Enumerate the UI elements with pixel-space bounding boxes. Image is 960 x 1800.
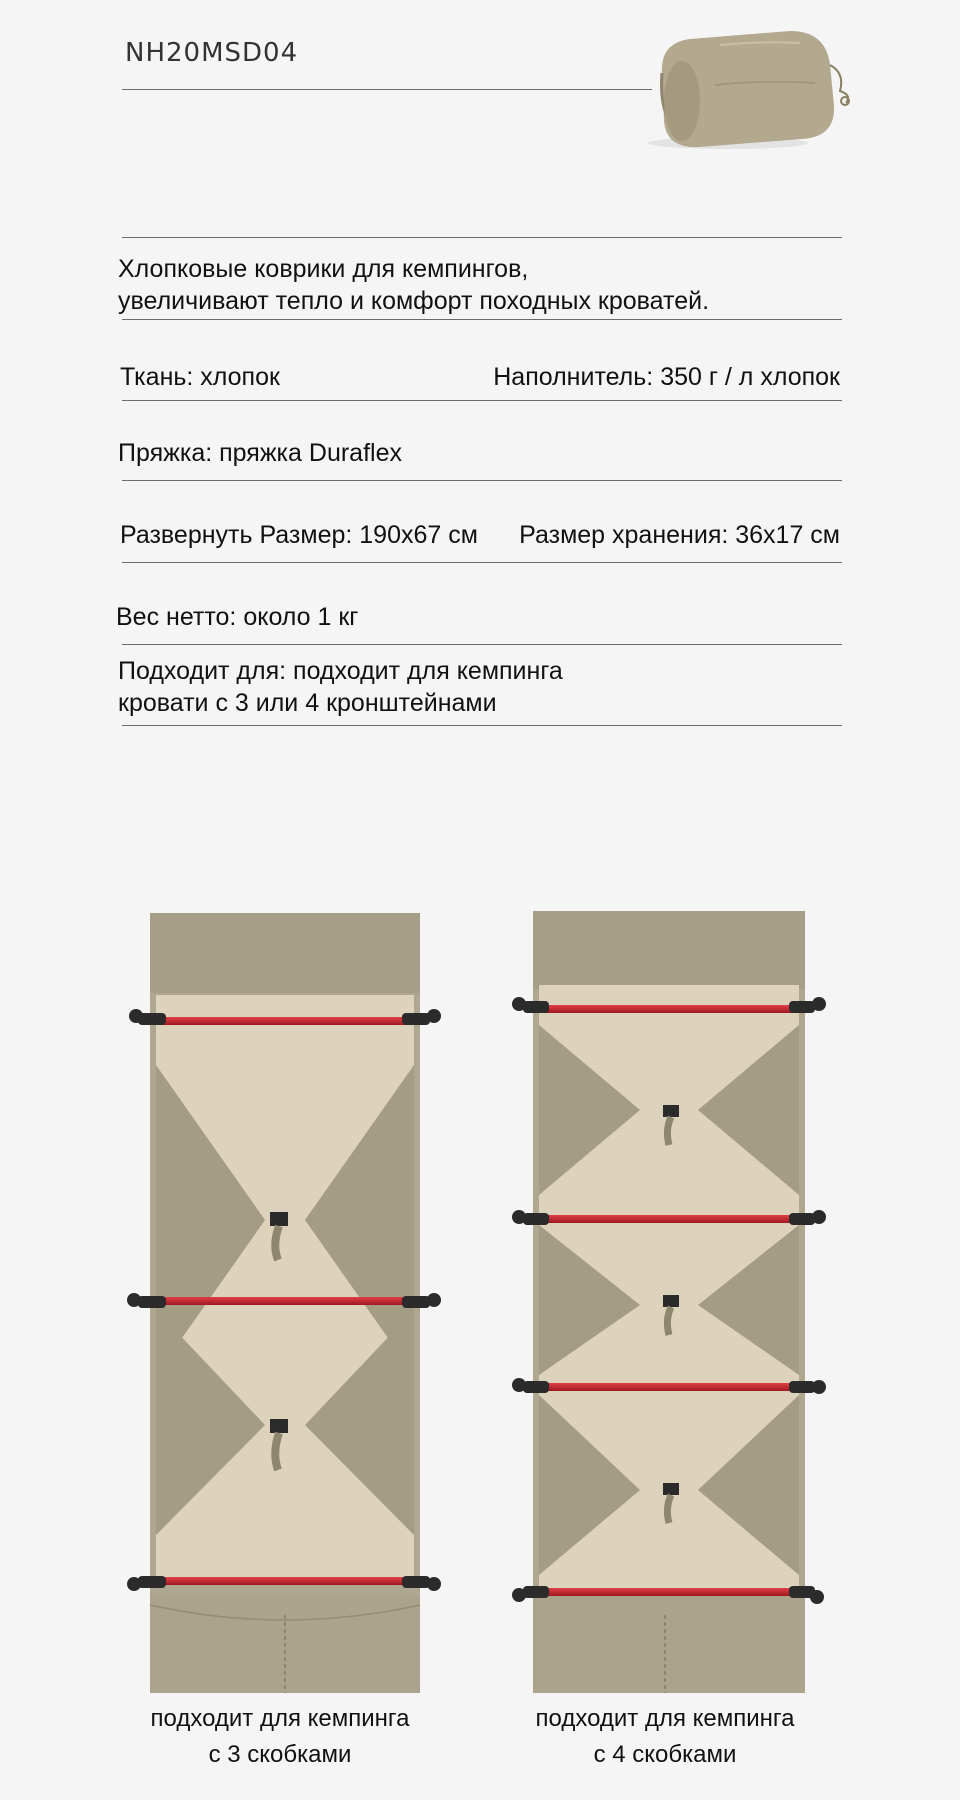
caption-line-2: с 4 скобками (593, 1741, 737, 1768)
caption-line-2: с 3 скобками (208, 1741, 352, 1768)
spec-net-weight: Вес нетто: около 1 кг (116, 603, 359, 631)
spec-suitable-line-2: кровати с 3 или 4 кронштейнами (118, 689, 497, 717)
spec-unfolded-size: Развернуть Размер: 190x67 см (120, 521, 478, 549)
caption-line-1: подходит для кемпинга (150, 1705, 410, 1732)
spec-buckle: Пряжка: пряжка Duraflex (118, 439, 402, 467)
divider (122, 319, 842, 320)
divider (122, 644, 842, 645)
spec-suitable-line-1: Подходит для: подходит для кемпинга (118, 657, 563, 685)
mat-4-brackets-image (505, 905, 835, 1695)
mat-3-brackets-image (120, 905, 450, 1695)
spec-filler: Наполнитель: 350 г / л хлопок (493, 363, 840, 391)
product-model-code: NH20MSD04 (125, 38, 299, 68)
divider (122, 562, 842, 563)
caption-3-brackets (120, 1701, 440, 1773)
intro-line-1: Хлопковые коврики для кемпингов, (118, 255, 529, 283)
rolled-mat-bag-image (640, 25, 860, 150)
divider (122, 237, 842, 238)
divider (122, 480, 842, 481)
caption-4-brackets (505, 1701, 825, 1773)
spec-storage-size: Размер хранения: 36x17 см (519, 521, 840, 549)
intro-line-2: увеличивают тепло и комфорт походных кроватей. (118, 287, 710, 315)
spec-fabric: Ткань: хлопок (120, 363, 280, 391)
divider (122, 400, 842, 401)
divider (122, 725, 842, 726)
caption-line-1: подходит для кемпинга (535, 1705, 795, 1732)
header-divider (122, 89, 652, 90)
